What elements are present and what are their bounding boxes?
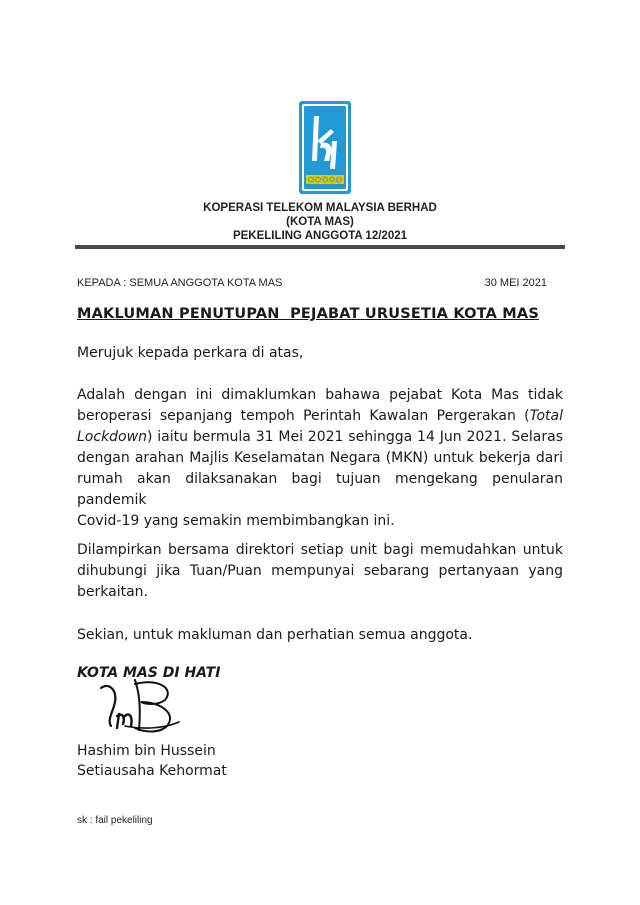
signatory-name: Hashim bin Hussein bbox=[77, 743, 216, 759]
paragraph-line: dengan arahan Majlis Keselamatan Negara (MKN) untuk bekerja dari bbox=[77, 450, 563, 466]
recipient-line: KEPADA : SEMUA ANGGOTA KOTA MAS bbox=[77, 277, 283, 289]
paragraph-line: dihubungi jika Tuan/Puan mempunyai sebarang pertanyaan yang bbox=[77, 563, 563, 579]
paragraph-line: Covid-19 yang semakin membimbangkan ini. bbox=[77, 513, 395, 529]
letter-subject: MAKLUMAN PENUTUPAN PEJABAT URUSETIA KOTA MAS bbox=[77, 306, 539, 322]
signatory-title: Setiausaha Kehormat bbox=[77, 763, 227, 779]
organisation-name: KOPERASI TELEKOM MALAYSIA BERHAD bbox=[203, 202, 437, 214]
paragraph-line: rumah akan dilaksanakan bagi tujuan mengekang penularan pandemik bbox=[77, 471, 563, 508]
paragraph-line: beroperasi sepanjang tempoh Perintah Kawalan Pergerakan (Total bbox=[77, 408, 563, 424]
handwritten-signature bbox=[95, 672, 185, 736]
circular-reference: PEKELILING ANGGOTA 12/2021 bbox=[232, 230, 408, 242]
paragraph-line: Adalah dengan ini dimaklumkan bahawa pejabat Kota Mas tidak bbox=[77, 387, 563, 403]
paragraph-line: berkaitan. bbox=[77, 584, 148, 600]
paragraph-directory-attachment bbox=[77, 540, 563, 603]
opening-line: Merujuk kepada perkara di atas, bbox=[77, 345, 304, 361]
closing-line: Sekian, untuk makluman dan perhatian semua anggota. bbox=[77, 627, 473, 643]
file-reference-note: sk : fail pekeliling bbox=[77, 815, 153, 826]
paragraph-closure-notice bbox=[77, 385, 563, 532]
header-divider bbox=[75, 245, 565, 249]
paragraph-line: Dilampirkan bersama direktori setiap unit bagi memudahkan untuk bbox=[77, 542, 563, 558]
kota-mas-logo bbox=[299, 101, 351, 194]
organisation-branch: (KOTA MAS) bbox=[286, 216, 354, 228]
letter-date: 30 MEI 2021 bbox=[484, 277, 547, 289]
slogan: KOTA MAS DI HATI bbox=[77, 665, 221, 681]
paragraph-line: Lockdown) iaitu bermula 31 Mei 2021 sehingga 14 Jun 2021. Selaras bbox=[77, 429, 563, 445]
